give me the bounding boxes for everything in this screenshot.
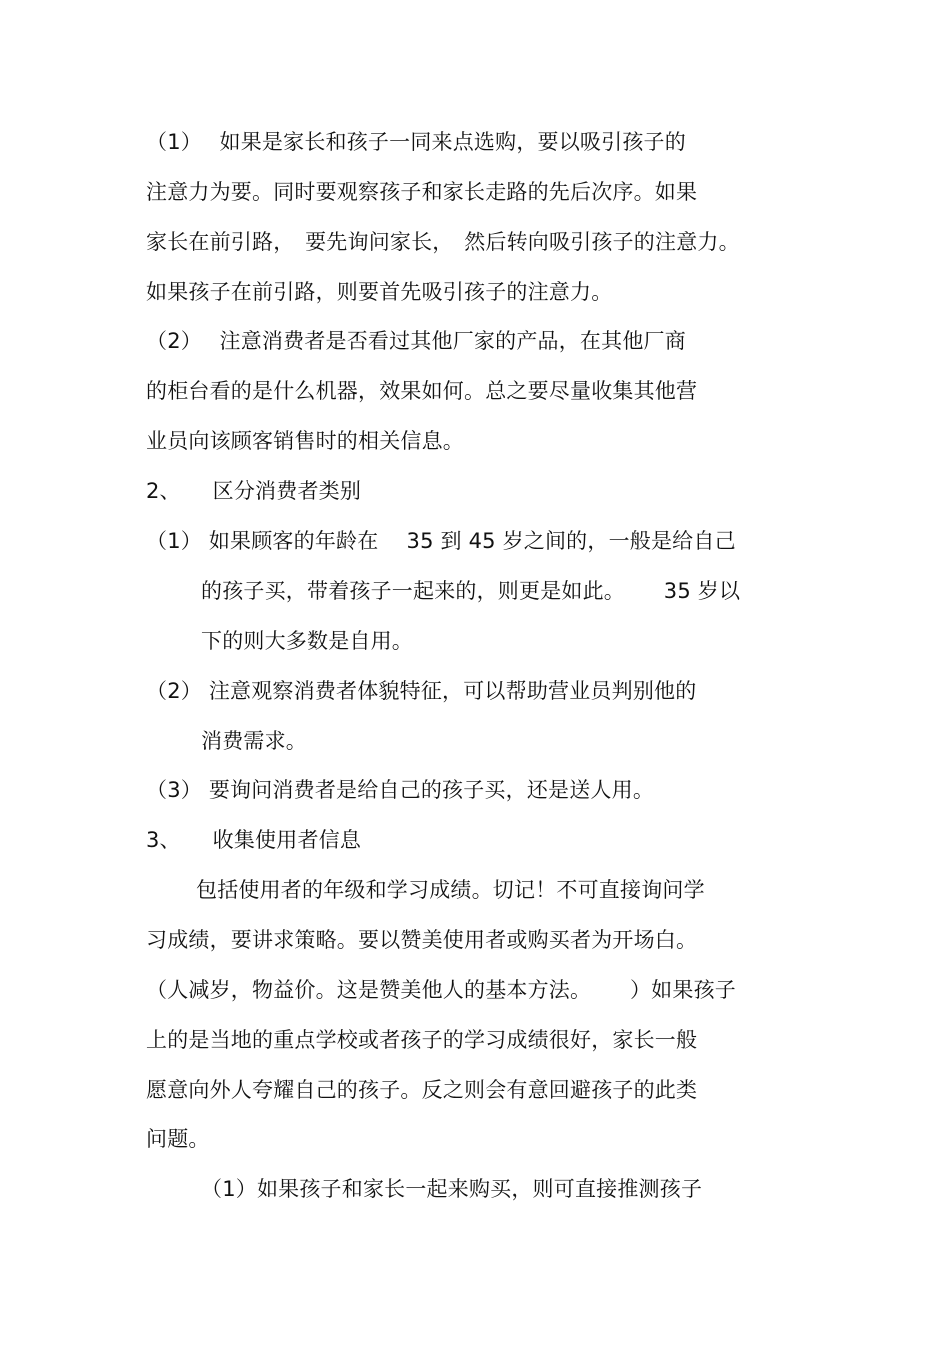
text-line-4: 如果孩子在前引路，则要首先吸引孩子的注意力。	[146, 280, 613, 304]
text-line-1: （1） 如果是家长和孩子一同来点选购，要以吸引孩子的	[146, 130, 686, 154]
text-line-20: 愿意向外人夸耀自己的孩子。反之则会有意回避孩子的此类	[146, 1078, 698, 1102]
text-line-5: （2） 注意消费者是否看过其他厂家的产品，在其他厂商	[146, 329, 686, 353]
section-heading-3: 3、 收集使用者信息	[146, 828, 362, 852]
text-line-11: 下的则大多数是自用。	[201, 629, 413, 653]
text-line-10: 的孩子买，带着孩子一起来的，则更是如此。 35 岁以	[201, 579, 741, 603]
text-line-12: （2） 注意观察消费者体貌特征，可以帮助营业员判别他的	[146, 679, 697, 703]
text-line-7: 业员向该顾客销售时的相关信息。	[146, 429, 464, 453]
text-line-2: 注意力为要。同时要观察孩子和家长走路的先后次序。如果	[146, 180, 698, 204]
text-line-21: 问题。	[146, 1127, 210, 1151]
text-line-13: 消费需求。	[201, 729, 307, 753]
text-line-14: （3） 要询问消费者是给自己的孩子买，还是送人用。	[146, 778, 655, 802]
text-line-3: 家长在前引路， 要先询问家长， 然后转向吸引孩子的注意力。	[146, 230, 740, 254]
text-line-6: 的柜台看的是什么机器，效果如何。总之要尽量收集其他营	[146, 379, 698, 403]
text-line-18: （人减岁，物益价。这是赞美他人的基本方法。 ）如果孩子	[146, 978, 736, 1002]
section-heading-2: 2、 区分消费者类别	[146, 479, 362, 503]
text-line-16: 包括使用者的年级和学习成绩。切记！不可直接询问学	[196, 878, 705, 902]
text-line-19: 上的是当地的重点学校或者孩子的学习成绩很好，家长一般	[146, 1028, 698, 1052]
text-line-17: 习成绩，要讲求策略。要以赞美使用者或购买者为开场白。	[146, 928, 698, 952]
text-line-22: （1）如果孩子和家长一起来购买，则可直接推测孩子	[201, 1177, 703, 1201]
text-line-9: （1） 如果顾客的年龄在 35 到 45 岁之间的，一般是给自己	[146, 529, 736, 553]
